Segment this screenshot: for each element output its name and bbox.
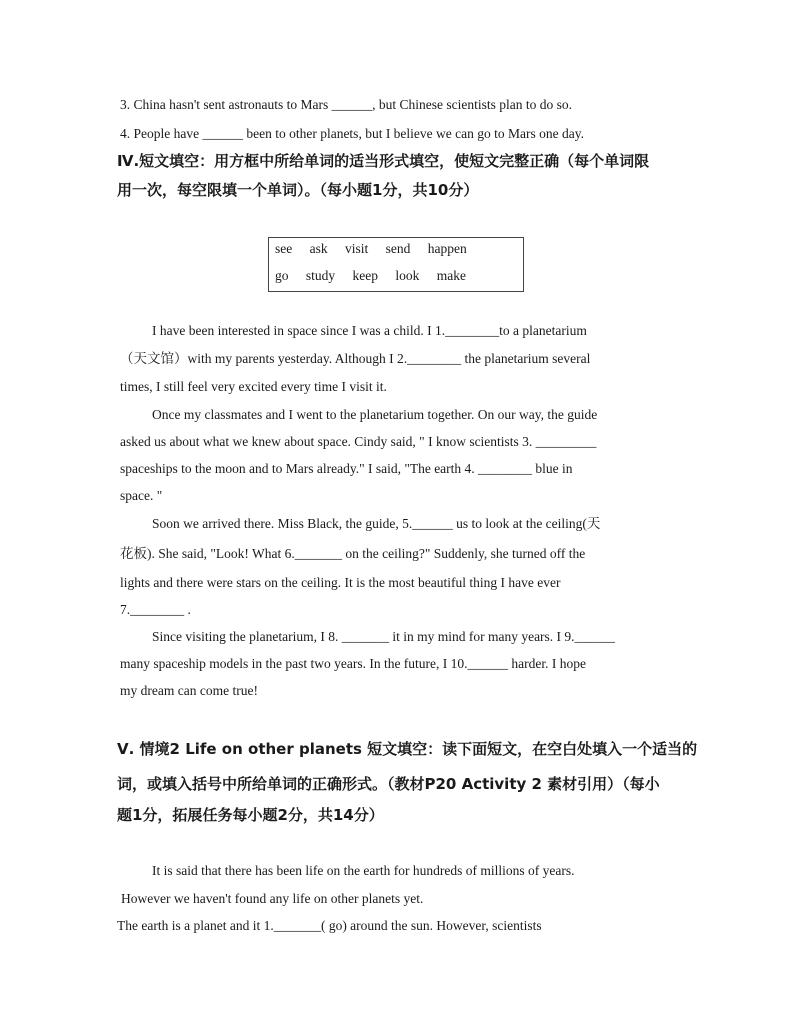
word-box-row-2 (275, 268, 480, 284)
passage-line: （天文馆）with my parents yesterday. Although I 2.________ the planetarium several (120, 351, 591, 366)
word-box (268, 237, 524, 292)
word-box-word: see (275, 241, 293, 256)
passage-line: 花板). She said, "Look! What 6._______ on the ceiling?" Suddenly, she turned off the (120, 546, 586, 561)
passage-line: my dream can come true! (120, 683, 258, 698)
passage-line: It is said that there has been life on the earth for hundreds of millions of years. (152, 863, 575, 878)
passage-line: many spaceship models in the past two years. In the future, I 10.______ harder. I hope (120, 656, 587, 671)
word-box-word: go (275, 268, 289, 283)
passage-line: Once my classmates and I went to the planetarium together. On our way, the guide (152, 407, 598, 422)
word-box-word: ask (309, 241, 328, 256)
passage-line: The earth is a planet and it 1._______( go) around the sun. However, scientists (117, 918, 542, 933)
section-5-heading-line-1: Ⅴ. 情境2 Life on other planets 短文填空：读下面短文，在空白处填入一个适当的 (117, 740, 698, 758)
word-box-word: look (395, 268, 420, 283)
word-box-word: study (305, 268, 336, 283)
passage-line: However we haven't found any life on other planets yet. (121, 891, 424, 906)
passage-line: 7.________ . (120, 602, 191, 617)
section-4-heading-line-1: Ⅳ.短文填空：用方框中所给单词的适当形式填空，使短文完整正确（每个单词限 (117, 152, 650, 170)
word-box-word: make (436, 268, 467, 283)
word-box-word: happen (427, 241, 467, 256)
word-box-word: send (385, 241, 411, 256)
question-3-text: 3. China hasn't sent astronauts to Mars ______, but Chinese scientists plan to do so. (120, 97, 573, 112)
word-box-row-1 (275, 241, 481, 257)
passage-line: lights and there were stars on the ceiling. It is the most beautiful thing I have ever (120, 575, 561, 590)
passage-line: space. " (120, 488, 163, 503)
word-box-word: visit (345, 241, 369, 256)
passage-line: Soon we arrived there. Miss Black, the guide, 5.______ us to look at the ceiling(天 (152, 516, 601, 531)
word-box-word: keep (352, 268, 378, 283)
passage-line: Since visiting the planetarium, I 8. _______ it in my mind for many years. I 9.______ (152, 629, 616, 644)
section-5-heading-line-3: 题1分，拓展任务每小题2分，共14分） (117, 806, 384, 824)
passage-line: times, I still feel very excited every time I visit it. (120, 379, 387, 394)
passage-line: I have been interested in space since I was a child. I 1.________to a planetarium (152, 323, 587, 338)
section-5-heading-line-2: 词，或填入括号中所给单词的正确形式。（教材P20 Activity 2 素材引用）（每小 (117, 775, 660, 793)
passage-line: asked us about what we knew about space. Cindy said, " I know scientists 3. _________ (120, 434, 597, 449)
section-4-heading-line-2: 用一次，每空限填一个单词）。（每小题1分，共10分） (117, 181, 479, 199)
question-4-text: 4. People have ______ been to other planets, but I believe we can go to Mars one day. (120, 126, 584, 141)
passage-line: spaceships to the moon and to Mars already." I said, "The earth 4. ________ blue in (120, 461, 573, 476)
